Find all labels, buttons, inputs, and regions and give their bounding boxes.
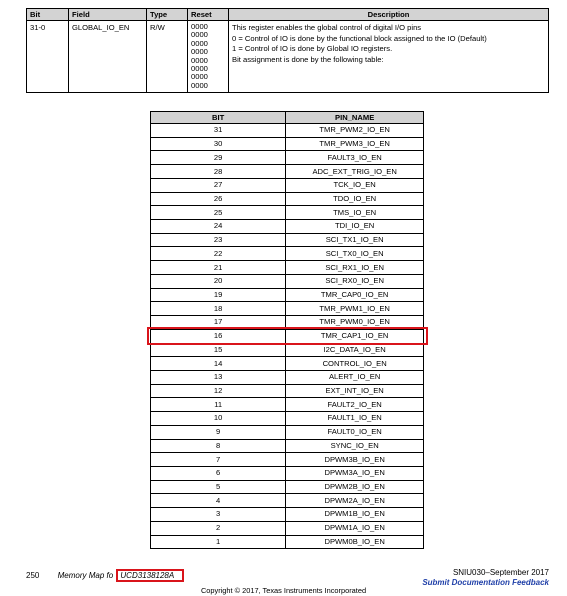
pin-name-cell: ADC_EXT_TRIG_IO_EN [286, 165, 424, 179]
bit-cell: 9 [151, 425, 286, 439]
reset-line: 0000 [191, 64, 208, 74]
pin-table-body [151, 124, 424, 549]
bit-cell: 19 [151, 288, 286, 302]
pin-name-cell: SCI_RX1_IO_EN [286, 261, 424, 275]
pin-name-cell: DPWM1A_IO_EN [286, 521, 424, 535]
reset-line: 0000 [191, 72, 208, 82]
table-row [151, 178, 424, 192]
pin-name-cell: SYNC_IO_EN [286, 439, 424, 453]
table-row [151, 398, 424, 412]
pin-table-header-row [151, 112, 424, 124]
table-row [151, 261, 424, 275]
pin-name-cell: FAULT3_IO_EN [286, 151, 424, 165]
header-bit: Bit [27, 9, 69, 21]
pin-name-cell: FAULT2_IO_EN [286, 398, 424, 412]
bit-cell: 22 [151, 247, 286, 261]
bit-cell: 11 [151, 398, 286, 412]
bit-cell: 4 [151, 494, 286, 508]
table-row [151, 425, 424, 439]
table-row [151, 521, 424, 535]
description-line: 1 = Control of IO is done by Global IO registers. [232, 44, 393, 53]
bit-cell: 21 [151, 261, 286, 275]
table-row [151, 124, 424, 138]
bit-cell: 6 [151, 466, 286, 480]
pin-name-cell: TMR_PWM0_IO_EN [286, 316, 424, 330]
reset-line: 0000 [191, 47, 208, 57]
bit-cell: 25 [151, 206, 286, 220]
bit-cell: 24 [151, 220, 286, 234]
pin-name-cell: TCK_IO_EN [286, 178, 424, 192]
table-row [151, 165, 424, 179]
header-field: Field [69, 9, 147, 21]
pin-name-cell: FAULT0_IO_EN [286, 425, 424, 439]
document-id: SNIU030–September 2017 [452, 568, 549, 577]
header-bit: BIT [151, 112, 286, 124]
bit-cell: 3 [151, 508, 286, 522]
bit-cell: 29 [151, 151, 286, 165]
bit-cell: 14 [151, 357, 286, 371]
bit-cell: 16 [151, 329, 286, 343]
pin-name-cell: FAULT1_IO_EN [286, 412, 424, 426]
pin-name-cell: TMR_PWM2_IO_EN [286, 124, 424, 138]
reset-line: 0000 [191, 80, 208, 90]
pin-name-cell: DPWM2A_IO_EN [286, 494, 424, 508]
table-row [151, 494, 424, 508]
table-row [151, 274, 424, 288]
register-description-cell [229, 21, 549, 93]
bit-cell: 13 [151, 370, 286, 384]
register-table-header-row [27, 9, 549, 21]
table-row [151, 247, 424, 261]
table-row [151, 288, 424, 302]
bit-cell: 5 [151, 480, 286, 494]
table-row [151, 453, 424, 467]
register-row [27, 21, 549, 93]
register-bit-cell: 31-0 [27, 21, 69, 93]
bit-cell: 23 [151, 233, 286, 247]
description-line: Bit assignment is done by the following table: [232, 54, 384, 64]
table-row [151, 357, 424, 371]
table-row [151, 151, 424, 165]
pin-name-cell: DPWM0B_IO_EN [286, 535, 424, 549]
pin-name-cell: CONTROL_IO_EN [286, 357, 424, 371]
register-type-cell: R/W [147, 21, 188, 93]
pin-name-cell: TDI_IO_EN [286, 220, 424, 234]
pin-name-cell: ALERT_IO_EN [286, 370, 424, 384]
table-row [151, 412, 424, 426]
footer-right [422, 568, 549, 588]
document-section-title: Memory Map fo [57, 571, 114, 580]
register-reset-cell [188, 21, 229, 93]
bit-cell: 28 [151, 165, 286, 179]
table-row [151, 220, 424, 234]
table-row [151, 329, 424, 343]
table-row [151, 192, 424, 206]
bit-cell: 31 [151, 124, 286, 138]
pin-name-cell: TMR_CAP0_IO_EN [286, 288, 424, 302]
pin-name-cell: TDO_IO_EN [286, 192, 424, 206]
bit-cell: 17 [151, 316, 286, 330]
pin-name-cell: I2C_DATA_IO_EN [286, 343, 424, 357]
table-row [151, 206, 424, 220]
feedback-link[interactable]: Submit Documentation Feedback [422, 578, 549, 587]
pin-name-cell: TMS_IO_EN [286, 206, 424, 220]
bit-cell: 2 [151, 521, 286, 535]
register-field-cell: GLOBAL_IO_EN [69, 21, 147, 93]
table-row [151, 316, 424, 330]
header-pin-name: PIN_NAME [286, 112, 424, 124]
table-row [151, 480, 424, 494]
bit-cell: 15 [151, 343, 286, 357]
table-row [151, 370, 424, 384]
copyright-notice: Copyright © 2017, Texas Instruments Incorporated [200, 586, 367, 595]
bit-cell: 30 [151, 137, 286, 151]
bit-cell: 20 [151, 274, 286, 288]
reset-line: 0000 [191, 55, 208, 65]
table-row [151, 384, 424, 398]
pin-name-cell: TMR_CAP1_IO_EN [286, 329, 424, 343]
bit-cell: 7 [151, 453, 286, 467]
table-row [151, 439, 424, 453]
footer-left [26, 569, 184, 582]
pin-name-cell: TMR_PWM1_IO_EN [286, 302, 424, 316]
header-description: Description [229, 9, 549, 21]
table-row [151, 535, 424, 549]
table-row [151, 508, 424, 522]
page-number: 250 [26, 571, 40, 580]
bit-cell: 10 [151, 412, 286, 426]
description-line: 0 = Control of IO is done by the functional block assigned to the IO (Default) [232, 33, 487, 43]
pin-name-cell: DPWM3A_IO_EN [286, 466, 424, 480]
pin-name-cell: SCI_TX0_IO_EN [286, 247, 424, 261]
reset-line: 0000 [191, 38, 208, 48]
table-row [151, 137, 424, 151]
description-line: This register enables the global control of digital I/O pins [232, 23, 422, 32]
bit-cell: 12 [151, 384, 286, 398]
bit-cell: 8 [151, 439, 286, 453]
bit-cell: 26 [151, 192, 286, 206]
header-reset: Reset [188, 9, 229, 21]
pin-name-cell: DPWM2B_IO_EN [286, 480, 424, 494]
pin-name-cell: DPWM3B_IO_EN [286, 453, 424, 467]
table-row [151, 302, 424, 316]
reset-line: 0000 [191, 22, 208, 31]
pin-name-cell: TMR_PWM3_IO_EN [286, 137, 424, 151]
bit-cell: 1 [151, 535, 286, 549]
table-row [151, 466, 424, 480]
bit-assignment-table [150, 111, 424, 549]
table-row [151, 233, 424, 247]
pin-name-cell: EXT_INT_IO_EN [286, 384, 424, 398]
pin-name-cell: DPWM1B_IO_EN [286, 508, 424, 522]
reset-line: 0000 [191, 30, 208, 40]
device-name-highlighted: UCD3138128A [116, 569, 184, 582]
register-description-table [26, 8, 549, 93]
pin-name-cell: SCI_TX1_IO_EN [286, 233, 424, 247]
bit-cell: 18 [151, 302, 286, 316]
table-row [151, 343, 424, 357]
bit-cell: 27 [151, 178, 286, 192]
header-type: Type [147, 9, 188, 21]
pin-name-cell: SCI_RX0_IO_EN [286, 274, 424, 288]
